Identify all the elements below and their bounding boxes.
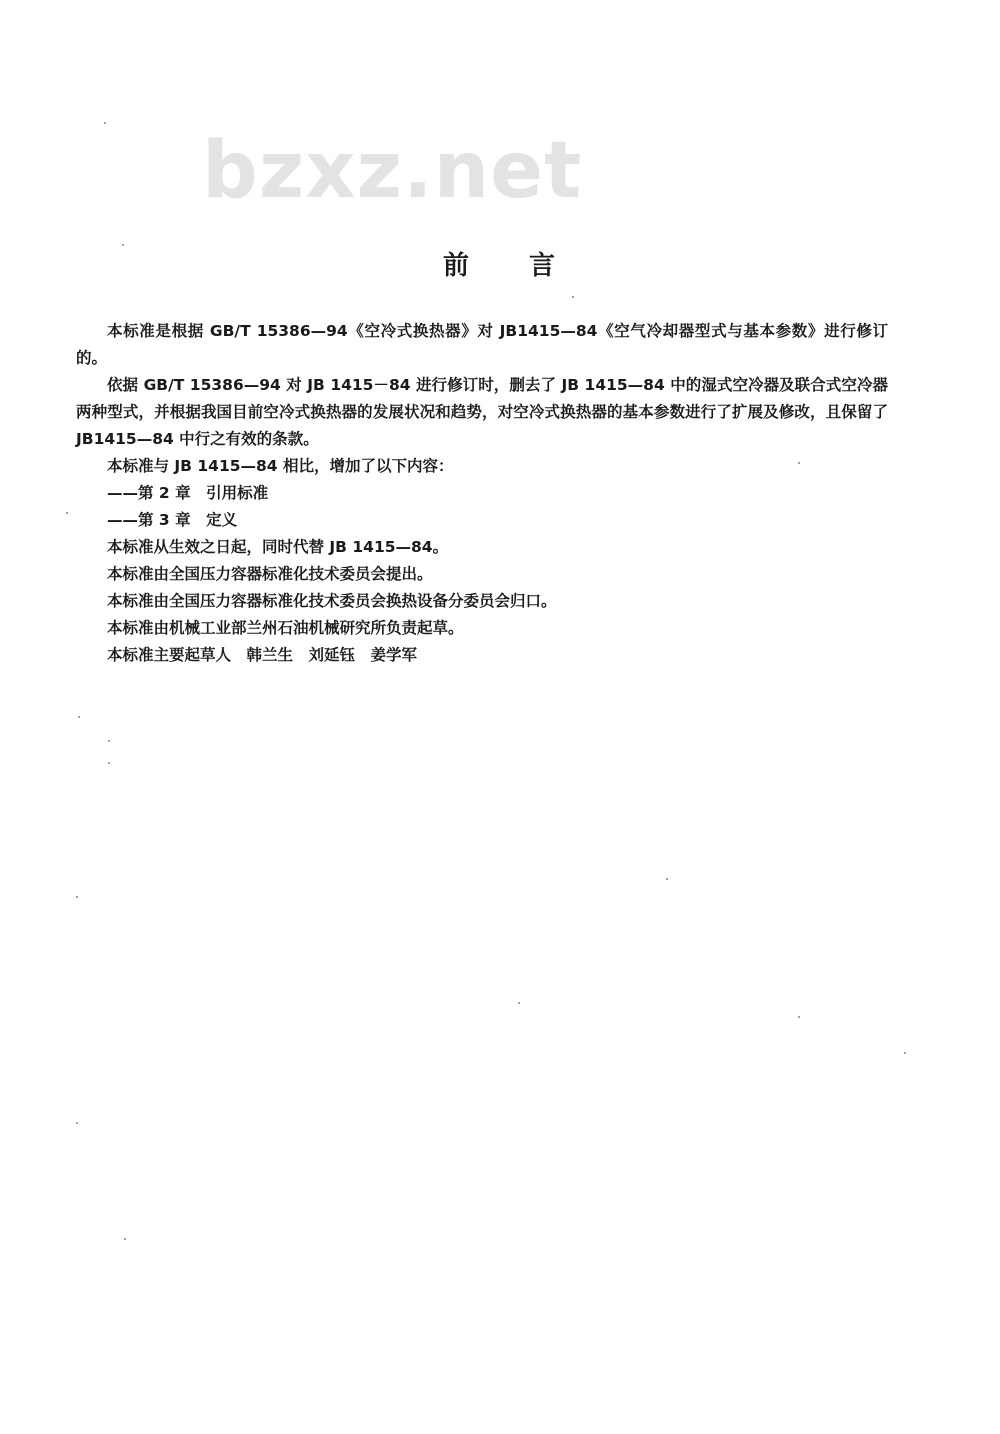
- scan-speck: [76, 896, 78, 898]
- scan-speck: [572, 296, 574, 298]
- scan-speck: [518, 1002, 520, 1004]
- preface-body: [76, 318, 888, 669]
- scan-speck: [666, 878, 668, 880]
- scan-speck: [124, 1238, 126, 1240]
- scan-speck: [108, 762, 110, 764]
- title-char-2: 言: [529, 251, 558, 281]
- scan-speck: [798, 1016, 800, 1018]
- paragraph-proposed-by: 本标准由全国压力容器标准化技术委员会提出。: [107, 565, 433, 583]
- page-title: [0, 245, 1000, 282]
- paragraph-revision-details: 依据 GB/T 15386—94 对 JB 1415－84 进行修订时，删去了 JB 1415—84 中的湿式空冷器及联合式空冷器两种型式，并根据我国目前空冷式换热器的发展状况和趋势，对空冷式换热器的基本参数进行了扩展及修改，且保留了 JB1415—84 中行之有效的条款。: [76, 376, 888, 448]
- paragraph-centralized-by: 本标准由全国压力容器标准化技术委员会换热设备分委员会归口。: [107, 592, 557, 610]
- scan-speck: [108, 740, 110, 742]
- title-char-1: 前: [442, 251, 471, 281]
- scan-speck: [104, 122, 106, 124]
- paragraph-additions-intro: 本标准与 JB 1415—84 相比，增加了以下内容：: [107, 457, 454, 475]
- scan-speck: [78, 716, 80, 718]
- scan-speck: [66, 512, 68, 514]
- scan-speck: [122, 244, 124, 246]
- watermark-text: bzxz.net: [202, 126, 583, 216]
- list-item-chapter-3: ——第 3 章 定义: [107, 511, 238, 529]
- scan-speck: [798, 462, 800, 464]
- paragraph-effective: 本标准从生效之日起，同时代替 JB 1415—84。: [107, 538, 449, 556]
- paragraph-drafters: 本标准主要起草人 韩兰生 刘延钰 姜学军: [107, 646, 418, 664]
- scan-speck: [904, 1052, 906, 1054]
- paragraph-revision-basis: 本标准是根据 GB/T 15386—94《空冷式换热器》对 JB1415—84《空气冷却器型式与基本参数》进行修订的。: [76, 322, 888, 367]
- list-item-chapter-2: ——第 2 章 引用标准: [107, 484, 269, 502]
- paragraph-drafted-by: 本标准由机械工业部兰州石油机械研究所负责起草。: [107, 619, 464, 637]
- scan-speck: [76, 1122, 78, 1124]
